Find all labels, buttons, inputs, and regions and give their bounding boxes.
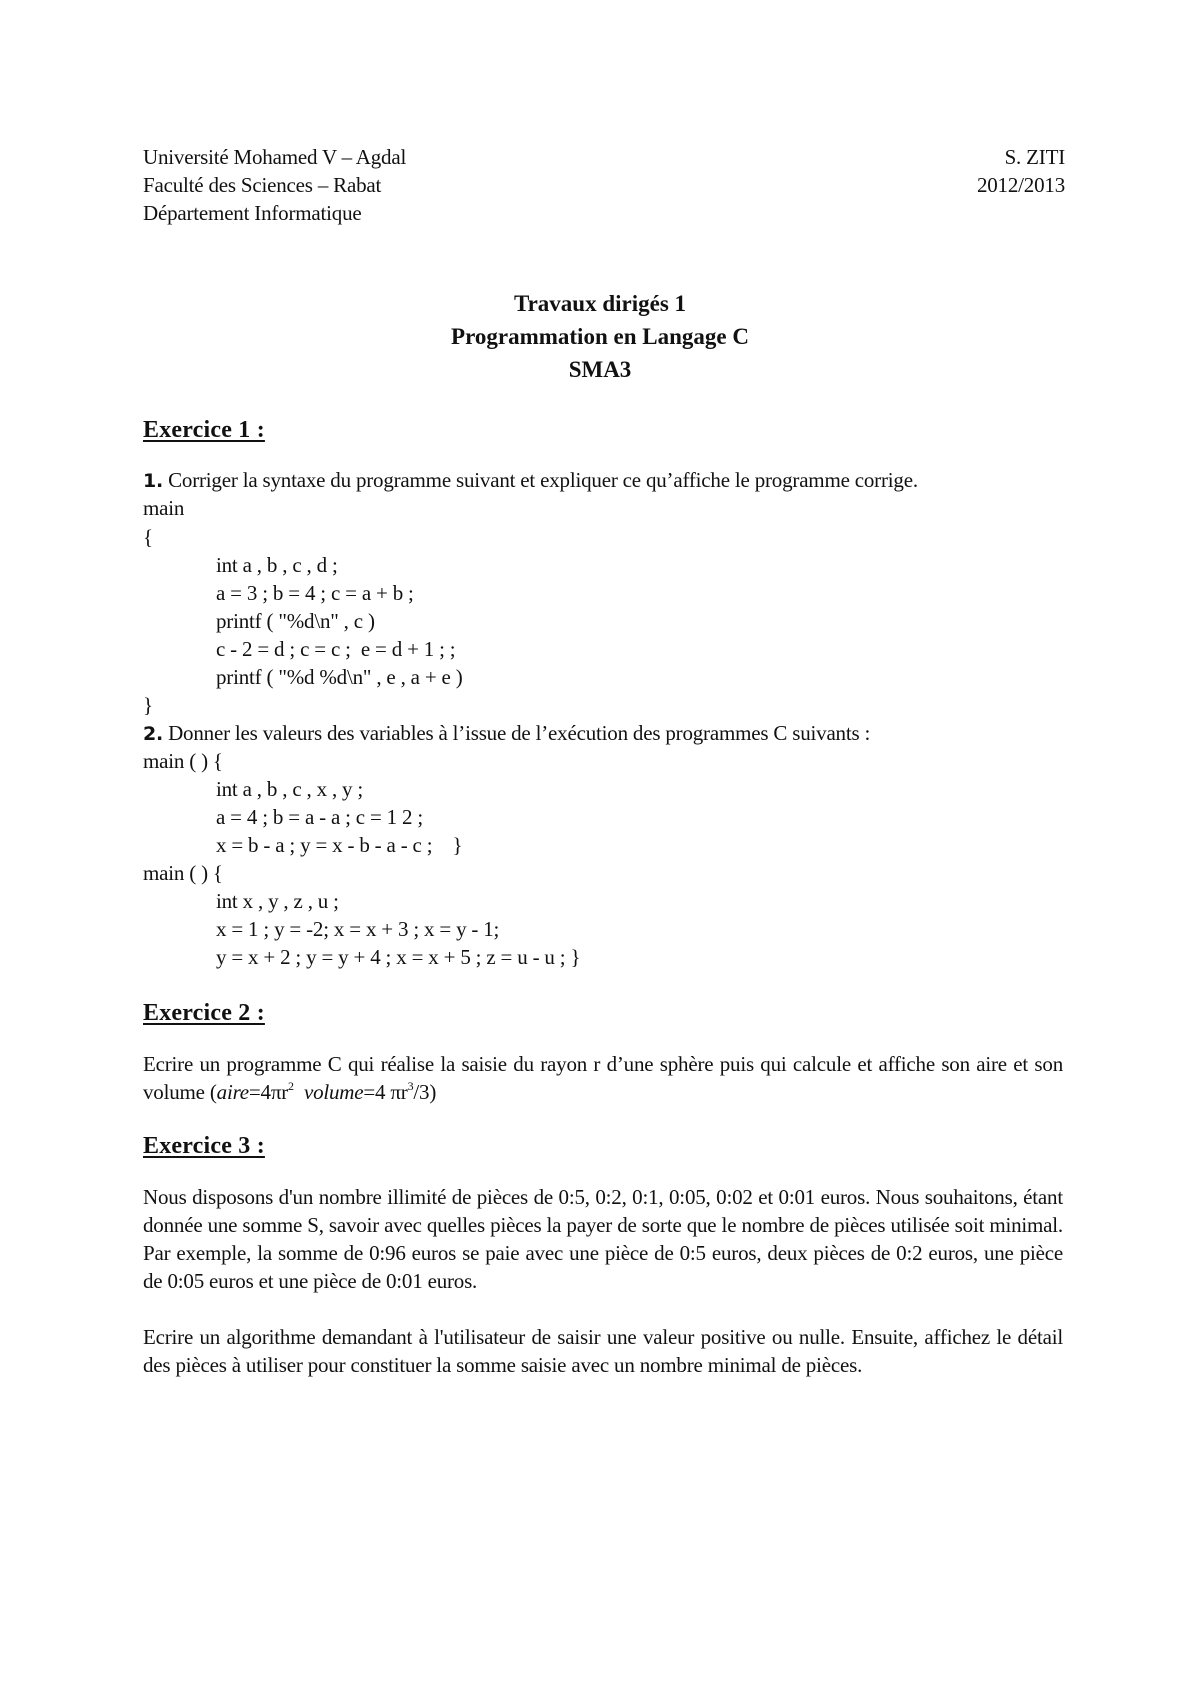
- volume-label: volume: [303, 1080, 364, 1104]
- document-title: [0, 287, 1200, 386]
- code-line: c - 2 = d ; c = c ; e = d + 1 ; ;: [216, 637, 456, 661]
- department-name: Département Informatique: [143, 201, 362, 225]
- code-line: x = 1 ; y = -2; x = x + 3 ; x = y - 1;: [216, 917, 500, 941]
- code-line: main ( ) {: [143, 749, 223, 773]
- university-name: Université Mohamed V – Agdal: [143, 145, 407, 169]
- exercise-1-heading: Exercice 1 :: [143, 417, 265, 443]
- code-line: {: [143, 525, 153, 549]
- title-line-3: SMA3: [568, 357, 632, 382]
- aire-label: aire: [216, 1080, 249, 1104]
- code-line: int a , b , c , d ;: [216, 553, 338, 577]
- exercise-2-text: Ecrire un programme C qui réalise la saisie du rayon r d’une sphère puis qui calcule et affiche son aire et son volume (: [143, 1052, 1063, 1104]
- code-line: main: [143, 496, 185, 520]
- question-1: [143, 466, 918, 495]
- exercise-2-statement: [143, 1050, 1063, 1106]
- exercise-3-paragraph-2: Ecrire un algorithme demandant à l'utilisateur de saisir une valeur positive ou nulle. Ensuite, affichez le détail des pièces à utiliser pour constituer la somme saisie avec un nombre minimal de pièces.: [143, 1325, 1063, 1377]
- aire-formula: =4πr: [248, 1080, 289, 1104]
- question-1-number: 1.: [143, 470, 164, 492]
- aire-exponent: 2: [288, 1079, 294, 1093]
- question-2-number: 2.: [143, 723, 164, 745]
- title-line-1: Travaux dirigés 1: [513, 291, 687, 316]
- faculty-name: Faculté des Sciences – Rabat: [143, 173, 382, 197]
- volume-formula-tail: /3): [413, 1080, 437, 1104]
- code-line: main ( ) {: [143, 861, 223, 885]
- question-2: [143, 719, 870, 748]
- code-line: int a , b , c , x , y ;: [216, 777, 364, 801]
- volume-exponent: 3: [407, 1079, 414, 1093]
- code-line: }: [143, 693, 153, 717]
- code-line: x = b - a ; y = x - b - a - c ; }: [216, 833, 463, 857]
- code-line: a = 3 ; b = 4 ; c = a + b ;: [216, 581, 414, 605]
- code-line: printf ( "%d %d\n" , e , a + e ): [216, 665, 463, 689]
- code-line: int x , y , z , u ;: [216, 889, 339, 913]
- volume-formula: =4 πr: [363, 1080, 408, 1104]
- institution-header: [143, 143, 406, 227]
- author-name: S. ZITI: [1004, 145, 1065, 169]
- exercise-2-heading: Exercice 2 :: [143, 1000, 265, 1026]
- author-header: [977, 143, 1065, 199]
- question-1-text: Corriger la syntaxe du programme suivant et expliquer ce qu’affiche le programme corrige.: [163, 468, 918, 492]
- exercise-3-paragraph-1: Nous disposons d'un nombre illimité de pièces de 0:5, 0:2, 0:1, 0:05, 0:02 et 0:01 euros. Nous souhaitons, étant donnée une somme S, savoir avec quelles pièces la payer de sorte que le nombre de pièces utilisée soit minimal. Par exemple, la somme de 0:96 euros se paie avec une pièce de 0:5 euros, deux pièces de 0:2 euros, une pièce de 0:05 euros et une pièce de 0:01 euros.: [143, 1185, 1063, 1293]
- code-line: y = x + 2 ; y = y + 4 ; x = x + 5 ; z = u - u ; }: [216, 945, 581, 969]
- academic-year: 2012/2013: [976, 173, 1065, 197]
- question-2-text: Donner les valeurs des variables à l’issue de l’exécution des programmes C suivants :: [163, 721, 871, 745]
- title-line-2: Programmation en Langage C: [451, 324, 749, 349]
- code-line: a = 4 ; b = a - a ; c = 1 2 ;: [216, 805, 424, 829]
- exercise-3-heading: Exercice 3 :: [143, 1133, 265, 1159]
- code-line: printf ( "%d\n" , c ): [216, 609, 375, 633]
